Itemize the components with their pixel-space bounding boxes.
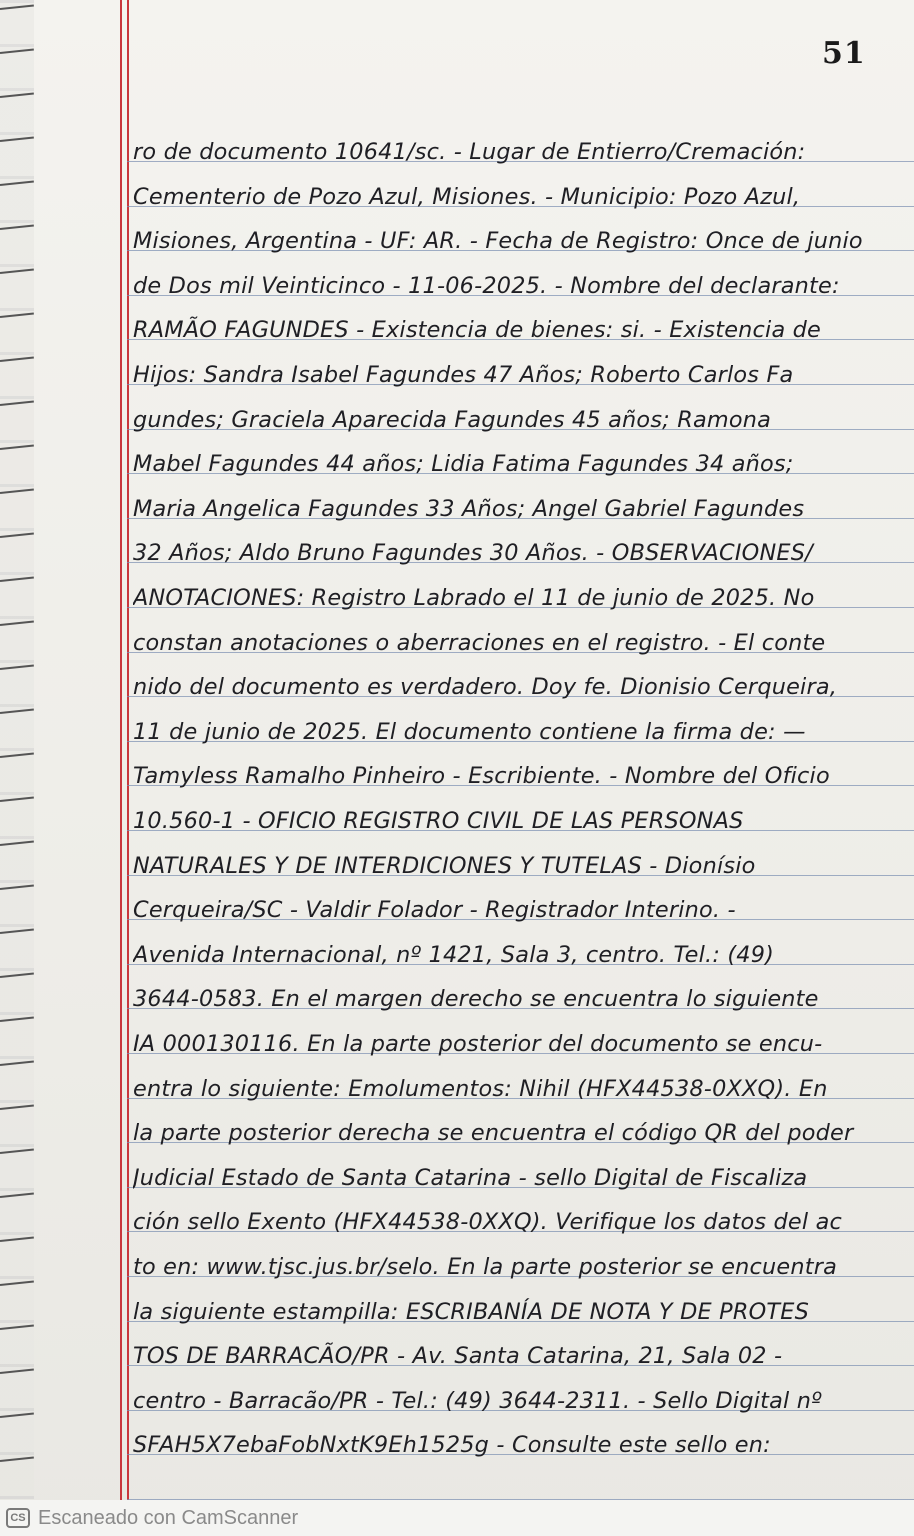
handwritten-line: Misiones, Argentina - UF: AR. - Fecha de Registro: Once de junio xyxy=(133,228,863,255)
handwritten-line: Tamyless Ramalho Pinheiro - Escribiente. - Nombre del Oficio xyxy=(133,763,830,790)
handwritten-line: NATURALES Y DE INTERDICIONES Y TUTELAS - Dionísio xyxy=(133,852,756,879)
margin-line-left xyxy=(120,0,122,1500)
handwritten-line: entra lo siguiente: Emolumentos: Nihil (HFX44538-0XXQ). En xyxy=(133,1075,828,1102)
handwritten-line: Mabel Fagundes 44 años; Lidia Fatima Fagundes 34 años; xyxy=(133,451,794,478)
handwritten-line: SFAH5X7ebaFobNxtK9Eh1525g - Consulte este sello en: xyxy=(133,1432,771,1459)
handwritten-line: la siguiente estampilla: ESCRIBANÍA DE NOTA Y DE PROTES xyxy=(133,1298,809,1325)
handwritten-line: TOS DE BARRACÃO/PR - Av. Santa Catarina, 21, Sala 02 - xyxy=(133,1343,783,1370)
margin-line-right xyxy=(127,0,129,1500)
handwritten-line: ANOTACIONES: Registro Labrado el 11 de junio de 2025. No xyxy=(133,585,815,611)
handwritten-line: la parte posterior derecha se encuentra el código QR del poder xyxy=(133,1120,854,1147)
handwritten-line: Hijos: Sandra Isabel Fagundes 47 Años; Roberto Carlos Fa xyxy=(133,362,794,388)
page-number: 51 xyxy=(822,36,866,71)
handwritten-line: Maria Angelica Fagundes 33 Años; Angel Gabriel Fagundes xyxy=(133,495,805,522)
handwritten-line: 10.560-1 - OFICIO REGISTRO CIVIL DE LAS PERSONAS xyxy=(133,808,744,834)
scanner-watermark-text: Escaneado con CamScanner xyxy=(38,1506,299,1529)
handwritten-line: gundes; Graciela Aparecida Fagundes 45 años; Ramona xyxy=(133,406,772,433)
handwritten-line: centro - Barracão/PR - Tel.: (49) 3644-2311. - Sello Digital nº xyxy=(133,1387,822,1414)
handwritten-line: Cementerio de Pozo Azul, Misiones. - Municipio: Pozo Azul, xyxy=(133,183,801,210)
handwritten-line: 11 de junio de 2025. El documento contiene la firma de: — xyxy=(133,718,806,745)
handwritten-line: IA 000130116. En la parte posterior del documento se encu- xyxy=(133,1031,823,1057)
camscanner-logo-icon: CS xyxy=(6,1508,30,1528)
handwritten-line: nido del documento es verdadero. Doy fe. Dionisio Cerqueira, xyxy=(133,674,838,701)
handwritten-line: Avenida Internacional, nº 1421, Sala 3, centro. Tel.: (49) xyxy=(133,941,775,968)
handwritten-line: 3644-0583. En el margen derecho se encuentra lo siguiente xyxy=(133,986,819,1013)
handwritten-line: Judicial Estado de Santa Catarina - sello Digital de Fiscaliza xyxy=(133,1164,808,1191)
handwritten-line: ro de documento 10641/sc. - Lugar de Entierro/Cremación: xyxy=(133,139,806,165)
scanner-footer xyxy=(0,1500,914,1536)
handwritten-line: 32 Años; Aldo Bruno Fagundes 30 Años. - OBSERVACIONES/ xyxy=(133,540,813,567)
handwritten-line: RAMÃO FAGUNDES - Existencia de bienes: si. - Existencia de xyxy=(133,317,822,344)
handwritten-line: de Dos mil Veinticinco - 11-06-2025. - Nombre del declarante: xyxy=(133,272,840,299)
handwritten-line: to en: www.tjsc.jus.br/selo. En la parte posterior se encuentra xyxy=(133,1254,838,1280)
handwritten-line: Cerqueira/SC - Valdir Folador - Registrador Interino. - xyxy=(133,897,736,924)
handwritten-line: constan anotaciones o aberraciones en el registro. - El conte xyxy=(133,629,826,656)
handwritten-line: ción sello Exento (HFX44538-0XXQ). Verifique los datos del ac xyxy=(133,1209,843,1236)
